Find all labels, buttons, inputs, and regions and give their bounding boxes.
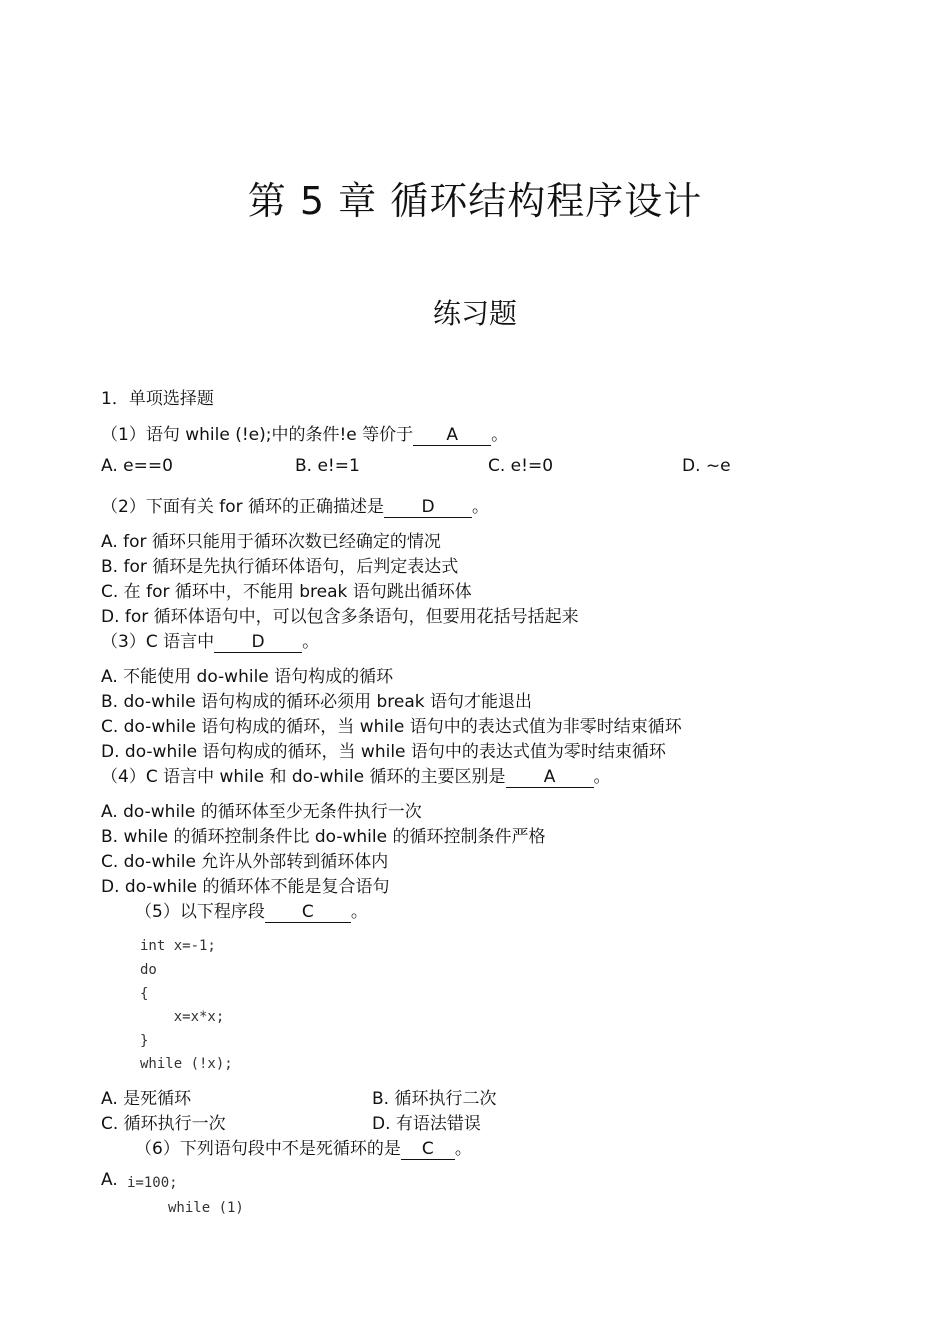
question-5: （5）以下程序段 C 。 [135, 902, 368, 922]
option: D. do-while 的循环体不能是复合语句 [101, 877, 390, 897]
option: C. 在 for 循环中，不能用 break 语句跳出循环体 [101, 582, 472, 602]
question-2: （2）下面有关 for 循环的正确描述是 D 。 [101, 497, 489, 517]
question-1: （1）语句 while (!e);中的条件!e 等价于 A 。 [101, 425, 509, 445]
option: A. 不能使用 do-while 语句构成的循环 [101, 667, 394, 687]
section-title: 练习题 [432, 297, 517, 330]
option: B. while 的循环控制条件比 do-while 的循环控制条件严格 [101, 827, 546, 847]
answer-blank: A [413, 426, 491, 446]
option: D. do-while 语句构成的循环，当 while 语句中的表达式值为零时结束循环 [101, 742, 666, 762]
option: A. do-while 的循环体至少无条件执行一次 [101, 802, 422, 822]
code-line: do [140, 962, 157, 978]
answer-blank: C [401, 1140, 455, 1160]
option: D. for 循环体语句中，可以包含多条语句，但要用花括号括起来 [101, 607, 579, 627]
code-line: while (!x); [140, 1056, 233, 1072]
option: B. e!=1 [295, 456, 360, 476]
code-line: { [140, 986, 149, 1002]
chapter-title: 第 5 章 循环结构程序设计 [247, 179, 703, 223]
question-stem: （4）C 语言中 while 和 do-while 循环的主要区别是 [101, 767, 506, 787]
option: C. do-while 允许从外部转到循环体内 [101, 852, 389, 872]
code-line: int x=-1; [140, 938, 216, 954]
answer-blank: C [265, 903, 351, 923]
option: C. 循环执行一次 [101, 1114, 226, 1134]
question-3: （3）C 语言中 D 。 [101, 632, 320, 652]
question-stem: （1）语句 while (!e);中的条件!e 等价于 [101, 425, 414, 445]
option: C. e!=0 [488, 456, 554, 476]
question-4: （4）C 语言中 while 和 do-while 循环的主要区别是 A 。 [101, 767, 611, 787]
question-6: （6）下列语句段中不是死循环的是 C 。 [135, 1139, 472, 1159]
code-line: x=x*x; [140, 1009, 225, 1025]
question-stem: （3）C 语言中 [101, 632, 215, 652]
part-heading: 1．单项选择题 [101, 389, 214, 409]
answer-blank: D [384, 498, 472, 518]
option: A. e==0 [101, 456, 173, 476]
option: D. 有语法错误 [372, 1114, 481, 1134]
option: A. 是死循环 [101, 1089, 192, 1109]
answer-blank: D [214, 633, 302, 653]
code-line: } [140, 1033, 149, 1049]
answer-blank: A [506, 768, 594, 788]
option: B. 循环执行二次 [372, 1089, 497, 1109]
option: B. do-while 语句构成的循环必须用 break 语句才能退出 [101, 692, 533, 712]
code-line: i=100; [127, 1175, 178, 1191]
option: B. for 循环是先执行循环体语句，后判定表达式 [101, 557, 459, 577]
option: D. ~e [682, 456, 731, 476]
option: C. do-while 语句构成的循环，当 while 语句中的表达式值为非零时结束循环 [101, 717, 682, 737]
question-stem: （6）下列语句段中不是死循环的是 [135, 1139, 401, 1159]
question-stem: （5）以下程序段 [135, 902, 265, 922]
question-stem: （2）下面有关 for 循环的正确描述是 [101, 497, 384, 517]
option-label: A. [101, 1170, 118, 1190]
code-line: while (1) [168, 1200, 244, 1216]
option: A. for 循环只能用于循环次数已经确定的情况 [101, 532, 441, 552]
